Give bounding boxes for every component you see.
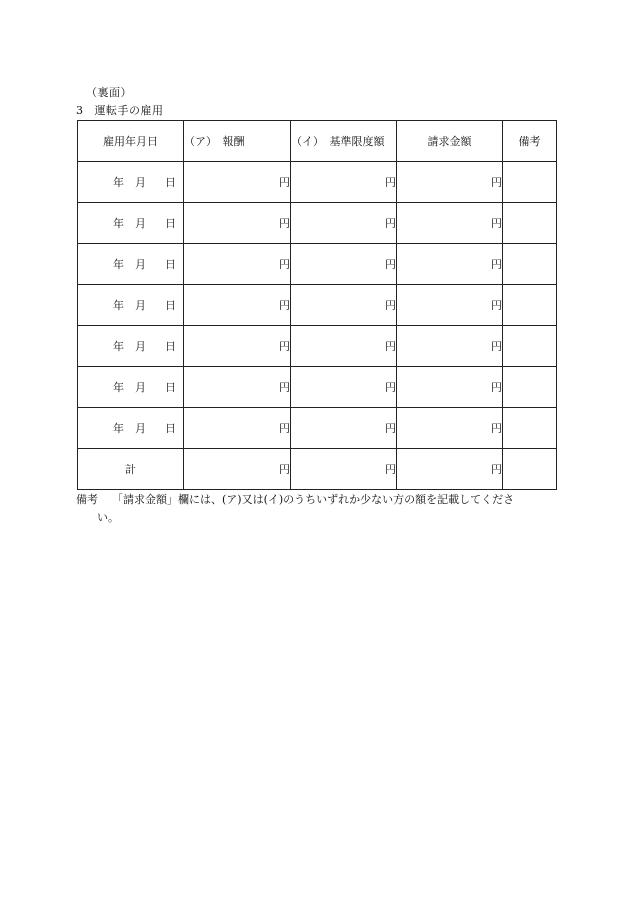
requested-amount-cell[interactable]: 円 (397, 162, 503, 203)
standard-limit-cell[interactable]: 円 (291, 285, 397, 326)
remuneration-cell[interactable]: 円 (184, 203, 291, 244)
total-remarks-cell[interactable] (503, 449, 557, 490)
date-cell[interactable] (78, 162, 184, 203)
year-label: 年 (113, 422, 124, 435)
total-row (78, 449, 557, 490)
table-row (78, 367, 557, 408)
total-standard-limit-cell[interactable]: 円 (291, 449, 397, 490)
total-label: 計 (78, 449, 184, 490)
employment-table (77, 120, 557, 490)
month-label: 月 (135, 217, 146, 230)
day-label: 日 (165, 217, 176, 230)
standard-limit-cell[interactable]: 円 (291, 326, 397, 367)
standard-limit-cell[interactable]: 円 (291, 408, 397, 449)
remarks-note (76, 491, 560, 527)
year-label: 年 (113, 217, 124, 230)
month-label: 月 (135, 422, 146, 435)
header-standard-limit: （イ） 基準限度額 (291, 121, 397, 162)
standard-limit-cell[interactable]: 円 (291, 203, 397, 244)
day-label: 日 (165, 340, 176, 353)
section-number: 3 (76, 104, 84, 117)
remuneration-cell[interactable]: 円 (184, 408, 291, 449)
total-remuneration-cell[interactable]: 円 (184, 449, 291, 490)
section-title: 運転手の雇用 (94, 104, 164, 117)
header-requested-amount: 請求金額 (397, 121, 503, 162)
total-requested-amount-cell[interactable]: 円 (397, 449, 503, 490)
remarks-cell[interactable] (503, 326, 557, 367)
year-label: 年 (113, 176, 124, 189)
month-label: 月 (135, 258, 146, 271)
date-cell[interactable] (78, 203, 184, 244)
table-row (78, 244, 557, 285)
remarks-cell[interactable] (503, 408, 557, 449)
section-heading (76, 102, 164, 118)
day-label: 日 (165, 176, 176, 189)
note-text-line2: い。 (97, 511, 119, 524)
day-label: 日 (165, 381, 176, 394)
table-header-row (78, 121, 557, 162)
month-label: 月 (135, 176, 146, 189)
remuneration-cell[interactable]: 円 (184, 326, 291, 367)
remuneration-cell[interactable]: 円 (184, 244, 291, 285)
year-label: 年 (113, 258, 124, 271)
header-remarks: 備考 (503, 121, 557, 162)
remarks-cell[interactable] (503, 244, 557, 285)
date-cell[interactable] (78, 326, 184, 367)
remuneration-cell[interactable]: 円 (184, 162, 291, 203)
requested-amount-cell[interactable]: 円 (397, 285, 503, 326)
date-cell[interactable] (78, 285, 184, 326)
requested-amount-cell[interactable]: 円 (397, 408, 503, 449)
table-row (78, 285, 557, 326)
day-label: 日 (165, 299, 176, 312)
header-employment-date: 雇用年月日 (78, 121, 184, 162)
table-row (78, 326, 557, 367)
month-label: 月 (135, 381, 146, 394)
remarks-cell[interactable] (503, 285, 557, 326)
year-label: 年 (113, 299, 124, 312)
day-label: 日 (165, 422, 176, 435)
remarks-cell[interactable] (503, 162, 557, 203)
month-label: 月 (135, 299, 146, 312)
note-label: 備考 (76, 493, 98, 506)
month-label: 月 (135, 340, 146, 353)
date-cell[interactable] (78, 244, 184, 285)
date-cell[interactable] (78, 408, 184, 449)
year-label: 年 (113, 381, 124, 394)
requested-amount-cell[interactable]: 円 (397, 244, 503, 285)
standard-limit-cell[interactable]: 円 (291, 367, 397, 408)
table-row (78, 408, 557, 449)
remarks-cell[interactable] (503, 367, 557, 408)
table-row (78, 162, 557, 203)
remuneration-cell[interactable]: 円 (184, 367, 291, 408)
standard-limit-cell[interactable]: 円 (291, 244, 397, 285)
requested-amount-cell[interactable]: 円 (397, 203, 503, 244)
day-label: 日 (165, 258, 176, 271)
date-cell[interactable] (78, 367, 184, 408)
note-text-line1: 「請求金額」欄には、(ア)又は(イ)のうちいずれか少ない方の額を記載してくださ (112, 493, 515, 506)
requested-amount-cell[interactable]: 円 (397, 367, 503, 408)
standard-limit-cell[interactable]: 円 (291, 162, 397, 203)
header-remuneration: （ア） 報酬 (184, 121, 291, 162)
table-row (78, 203, 557, 244)
requested-amount-cell[interactable]: 円 (397, 326, 503, 367)
page-side-label: （裏面） (86, 86, 132, 99)
year-label: 年 (113, 340, 124, 353)
remuneration-cell[interactable]: 円 (184, 285, 291, 326)
remarks-cell[interactable] (503, 203, 557, 244)
